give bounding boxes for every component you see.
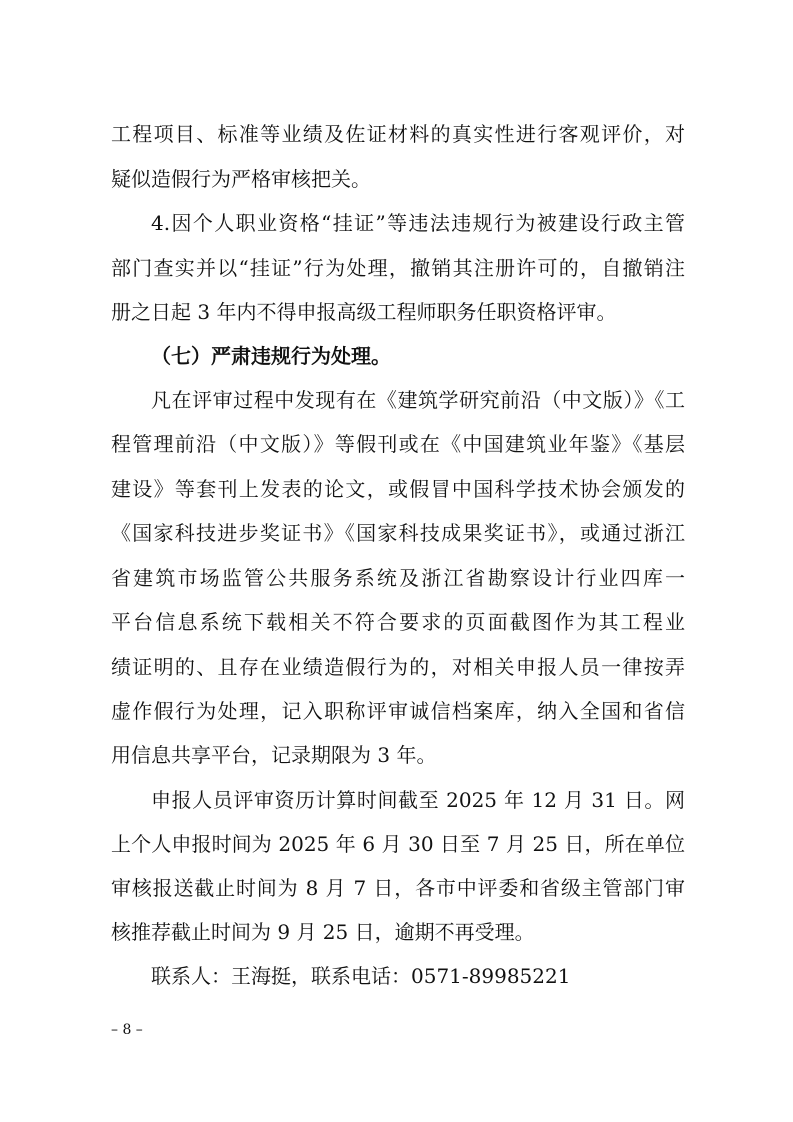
page-number: – 8 – — [111, 1022, 143, 1038]
paragraph-3-line-5: 省建筑市场监管公共服务系统及浙江省勘察设计行业四库一 — [111, 566, 685, 590]
paragraph-1-line-1: 工程项目、标准等业绩及佐证材料的真实性进行客观评价，对 — [111, 122, 685, 146]
paragraph-2-line-2: 部门查实并以“挂证”行为处理，撤销其注册许可的，自撤销注 — [111, 256, 685, 280]
paragraph-3-line-9: 用信息共享平台，记录期限为 3 年。 — [111, 743, 437, 767]
paragraph-2-line-3: 册之日起 3 年内不得申报高级工程师职务任职资格评审。 — [111, 300, 617, 324]
paragraph-1-line-2: 疑似造假行为严格审核把关。 — [111, 167, 371, 191]
paragraph-3-line-7: 绩证明的、且存在业绩造假行为的，对相关申报人员一律按弄 — [111, 655, 685, 679]
paragraph-3-line-2: 程管理前沿（中文版）》等假刊或在《中国建筑业年鉴》《基层 — [111, 432, 685, 456]
paragraph-4-line-3: 审核报送截止时间为 8 月 7 日，各市中评委和省级主管部门审 — [111, 876, 685, 900]
paragraph-2-line-1: 4.因个人职业资格“挂证”等违法违规行为被建设行政主管 — [151, 211, 685, 235]
paragraph-3-line-3: 建设》等套刊上发表的论文，或假冒中国科学技术协会颁发的 — [111, 477, 685, 501]
paragraph-3-line-1: 凡在评审过程中发现有在《建筑学研究前沿（中文版）》《工 — [151, 388, 685, 412]
contact-line: 联系人：王海挺，联系电话：0571-89985221 — [151, 964, 571, 988]
section-heading: （七）严肃违规行为处理。 — [151, 344, 391, 368]
paragraph-4-line-2: 上个人申报时间为 2025 年 6 月 30 日至 7 月 25 日，所在单位 — [111, 832, 685, 856]
paragraph-3-line-4: 《国家科技进步奖证书》《国家科技成果奖证书》，或通过浙江 — [111, 521, 685, 545]
paragraph-3-line-6: 平台信息系统下载相关不符合要求的页面截图作为其工程业 — [111, 610, 685, 634]
paragraph-3-line-8: 虚作假行为处理，记入职称评审诚信档案库，纳入全国和省信 — [111, 699, 685, 723]
paragraph-4-line-1: 申报人员评审资历计算时间截至 2025 年 12 月 31 日。网 — [151, 788, 685, 812]
paragraph-4-line-4: 核推荐截止时间为 9 月 25 日，逾期不再受理。 — [111, 920, 535, 944]
